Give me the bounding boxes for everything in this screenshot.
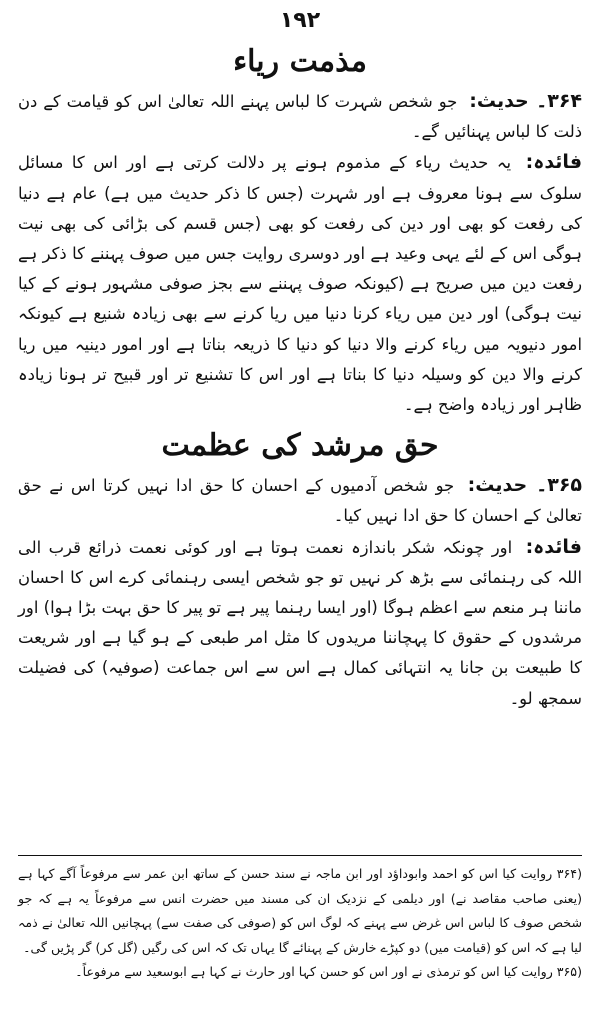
section-heading-murshid: حق مرشد کی عظمت	[161, 428, 439, 464]
benefit-364-text: یہ حدیث ریاء کے مذموم ہونے پر دلالت کرتی ہے اور اس کا مسائل سلوک سے ہونا معروف ہے اور شہرت (جس کا ذکر حدیث میں ہے) عام ہے دنیا کی رفعت کو بھی اور دین کی رفعت کو بھی (جس قسم کی بڑائی کی بھی نیت ہوگی اس کے لئے یہی وعید ہے اور دوسری روایت جس میں صوف پہننے کا ذکر ہے رفعت دین میں صریح ہے (کیونکہ صوف پہننے سے بجز صوفی مشہور ہونے کے کیا نیت ہوگی) اور دین میں ریاء کرنا دنیا میں ریا کرنے سے بھی زیادہ شنیع ہے کیونکہ امور دنیویہ میں ریاء کرنے والا دنیا کو دنیا کا ذریعہ بناتا ہے اور امور دینیہ میں ریا کرنے والا دین کو وسیلہ دنیا کا بناتا ہے اور اس کا تشنیع تر اور قبیح تر ہونا زیادہ ظاہر اور زیادہ واضح ہے۔	[18, 153, 582, 415]
hadith-364-text: جو شخص شہرت کا لباس پہنے اللہ تعالیٰ اس کو قیامت کے دن ذلت کا لباس پہنائیں گے۔	[18, 92, 582, 142]
footnote-365: (۳۶۵ روایت کیا اس کو ترمذی نے اور اس کو حسن کہا اور حارث نے کہا ہے ابوسعید سے مرفوعاً۔	[75, 964, 582, 979]
footnotes	[18, 862, 582, 985]
benefit-365	[18, 532, 582, 714]
footnote-364: (۳۶۴ روایت کیا اس کو احمد وابوداؤد اور ابن ماجہ نے سند حسن کے ساتھ ابن عمر سے مرفوعاً آگے کہا ہے (یعنی صاحب مقاصد نے) اور دیلمی کے نزدیک ان کی مسند میں حضرت انس سے مرفوعاً یہ ہے کہ جو شخص صوف کا لباس اس غرض سے پہنے کہ لوگ اس کو (صوفی کی صفت سے) پہچانیں اللہ تعالیٰ نے ذمہ لیا ہے کہ اس کو (قیامت میں) دو کپڑے خارش کے پہنائے گا یہاں تک کہ اس کی رگیں (گل کر) گر پڑیں گی۔	[18, 866, 582, 955]
benefit-364	[18, 147, 582, 420]
hadith-364	[18, 86, 582, 147]
hadith-365-text: جو شخص آدمیوں کے احسان کا حق ادا نہیں کرتا اس نے حق تعالیٰ کے احسان کا حق ادا نہیں کیا۔	[18, 476, 582, 526]
page-number: ۱۹۲	[279, 8, 321, 33]
hadith-364-label: ۳۶۴۔ حدیث:	[469, 90, 583, 112]
hadith-365	[18, 470, 582, 531]
benefit-365-label: فائدہ:	[525, 535, 582, 558]
footnote-divider	[18, 855, 582, 856]
benefit-364-label: فائدہ:	[525, 151, 583, 174]
section-heading-riya: مذمت ریاء	[233, 44, 367, 79]
benefit-365-text: اور چونکہ شکر باندازہ نعمت ہوتا ہے اور کوئی نعمت ذرائع قرب الی اللہ کی رہنمائی سے بڑھ کر نہیں تو جو شخص ایسی رہنمائی کرے اس کا احسان ماننا ہر منعم سے اعظم ہوگا (اور ایسا رہنما پیر ہے تو پیر کا حق بہت بڑا ہوا) اور مرشدوں کے حقوق کا پہچاننا مریدوں کا مثل امر طبعی کے ہو گیا ہے اور شریعت کا طبیعت بن جانا یہ انتہائی کمال ہے اس سے اس جماعت (صوفیہ) کی فضیلت سمجھ لو۔	[18, 537, 582, 708]
hadith-365-label: ۳۶۵۔ حدیث:	[467, 474, 583, 497]
